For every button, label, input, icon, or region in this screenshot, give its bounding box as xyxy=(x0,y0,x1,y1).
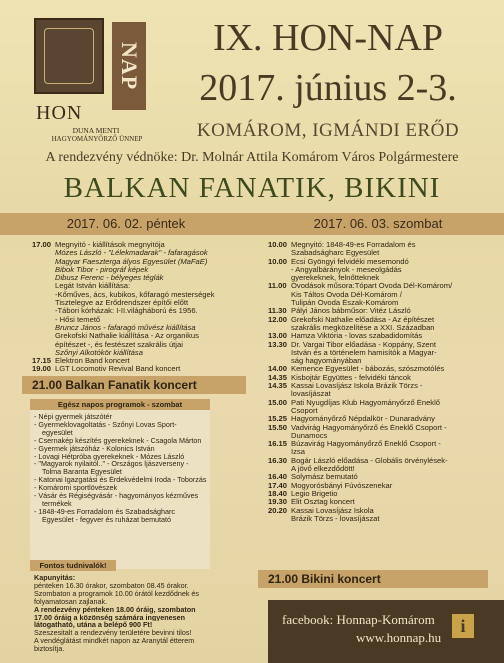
schedule-row xyxy=(268,357,488,365)
info-line: A rendezvény pénteken 18.00 óráig, szombaton xyxy=(34,605,196,614)
schedule-row xyxy=(268,507,488,515)
schedule-text: Csoport xyxy=(291,406,318,415)
schedule-row xyxy=(32,307,247,315)
schedule-text: Dunamocs xyxy=(291,431,328,440)
schedule-text: Óvodások műsora:Tópart Óvoda Dél-Komárom/ xyxy=(291,282,453,291)
schedule-row xyxy=(268,407,488,415)
day1-heading: 2017. 06. 02. péntek xyxy=(66,216,186,231)
allday-item: termékek xyxy=(42,499,72,508)
schedule-text: LGT Locomotiv Revival Band koncert xyxy=(55,365,181,374)
schedule-row xyxy=(32,282,247,290)
schedule-row xyxy=(268,324,488,332)
allday-item: - Komáromi sportlövészek xyxy=(34,484,118,493)
info-line: látogatható, utána a belépő 900 Ft! xyxy=(34,621,153,630)
schedule-text: építészet -, és festészet szakrális útjai xyxy=(55,340,183,349)
schedule-text: Hagyományőrző Népdalkör - Dunaradvány xyxy=(291,415,435,424)
website-link[interactable]: www.honnap.hu xyxy=(356,630,442,645)
schedule-row xyxy=(268,341,488,349)
schedule-row xyxy=(268,515,488,523)
hon-nap-logo xyxy=(32,14,172,142)
schedule-text: Szabadságharc Egyesület xyxy=(291,249,380,258)
allday-item: - Népi gyermek játszótér xyxy=(34,413,112,421)
schedule-text: Kassai Lovasíjász Iskola xyxy=(291,506,374,515)
schedule-row xyxy=(32,332,247,340)
concert-day1: 21.00 Balkan Fanatik koncert xyxy=(22,376,246,394)
info-line: Kapunyitás: xyxy=(34,574,76,582)
logo-emblem-icon xyxy=(34,18,104,94)
allday-heading: Egész napos programok - szombat xyxy=(30,399,210,410)
schedule-time: 10.00 xyxy=(268,257,288,266)
schedule-time: 14.00 xyxy=(268,365,288,374)
schedule-text: Pati Nyugdíjas Klub Hagyományőrző Éneklő xyxy=(291,398,441,407)
schedule-time: 13.00 xyxy=(268,332,288,341)
schedule-time: 16.40 xyxy=(268,473,288,482)
schedule-row xyxy=(268,490,488,498)
schedule-row xyxy=(268,299,488,307)
facebook-link[interactable]: facebook: Honnap-Komárom xyxy=(282,612,435,627)
schedule-text: Izsa xyxy=(291,448,305,457)
logo-hon-text: HON xyxy=(36,102,83,124)
schedule-row xyxy=(268,365,488,373)
schedule-row xyxy=(268,465,488,473)
schedule-time: 15.50 xyxy=(268,423,288,432)
schedule-text: Elit Osztag koncert xyxy=(291,498,355,507)
schedule-row xyxy=(32,241,247,249)
schedule-time: 10.00 xyxy=(268,241,288,249)
schedule-row xyxy=(268,291,488,299)
info-line: 17.00 óráig a közönség számára ingyenesen xyxy=(34,613,186,622)
info-icon: i xyxy=(452,614,474,638)
event-patron: A rendezvény védnöke: Dr. Molnár Attila Komárom Város Polgármestere xyxy=(45,150,459,165)
schedule-row xyxy=(32,357,247,365)
schedule-row xyxy=(268,457,488,465)
schedule-text: Solymász bemutató xyxy=(291,473,358,482)
schedule-time: 16.30 xyxy=(268,456,288,465)
schedule-row xyxy=(32,324,247,332)
allday-item: - Katonai Igazgatási és Érdekvédelmi Iroda - Toborzás xyxy=(34,476,207,485)
schedule-text: Mogyorósbányi Fúvószenekar xyxy=(291,481,393,490)
schedule-text: -Tábori kórházak: I-II.világháború és 1956. xyxy=(55,307,198,316)
schedule-day1 xyxy=(32,241,247,374)
schedule-text: Legát István kiállítása: xyxy=(55,282,131,291)
concert-day2: 21.00 Bikini koncert xyxy=(258,570,488,588)
schedule-text: Dr. Vargai Tibor előadása - Koppány, Szent xyxy=(291,340,436,349)
schedule-row xyxy=(32,365,247,373)
info-line: Szeszesitalt a rendezvény területére bevinni tilos! xyxy=(34,629,192,638)
schedule-time: 16.15 xyxy=(268,440,288,449)
schedule-row xyxy=(32,249,247,257)
schedule-row xyxy=(268,307,488,315)
schedule-time: 19.00 xyxy=(32,365,52,374)
schedule-time: 11.00 xyxy=(268,282,287,291)
schedule-row xyxy=(268,241,488,249)
info-line: folyamatosan zajlanak. xyxy=(34,597,108,606)
schedule-row xyxy=(268,249,488,257)
schedule-time: 14.35 xyxy=(268,373,288,382)
schedule-row xyxy=(268,258,488,266)
schedule-row xyxy=(268,448,488,456)
schedule-text: - Angyalbárányok - meseolgádás xyxy=(291,265,402,274)
info-heading: Fontos tudnivalók! xyxy=(30,560,116,571)
day2-heading: 2017. 06. 03. szombat xyxy=(313,216,443,231)
schedule-text: Brázik Törzs - lovasíjászat xyxy=(291,514,380,523)
schedule-row xyxy=(268,316,488,324)
info-line: pénteken 16.30 órakor, szombaton 08.45 órakor. xyxy=(34,581,189,590)
event-venue: KOMÁROM, IGMÁNDI ERŐD xyxy=(196,120,460,141)
schedule-time: 18.40 xyxy=(268,489,288,498)
schedule-row xyxy=(268,390,488,398)
schedule-row xyxy=(268,440,488,448)
schedule-text: Legio Brigetio xyxy=(291,489,338,498)
allday-item: - Gyermeklovagoltatás - Szőnyi Lovas Sport- xyxy=(34,420,177,429)
schedule-row xyxy=(32,258,247,266)
schedule-time: 17.40 xyxy=(268,481,288,490)
schedule-text: Kisbojtár Együttes - felvidéki táncok xyxy=(291,373,411,382)
allday-item: - Vásár és Régiségvásár - hagyományos kézműves xyxy=(34,492,199,500)
schedule-text: Búzavirág Hagyományőrző Éneklő Csoport - xyxy=(291,440,441,449)
schedule-time: 19.30 xyxy=(268,498,288,507)
schedule-text: A jövő elkezdődött! xyxy=(291,465,355,474)
allday-item: Egyesület - fegyver és ruházat bemutató xyxy=(42,515,172,524)
schedule-text: Bibok Tibor - pirográf képek xyxy=(55,265,149,274)
schedule-time: 14.35 xyxy=(268,382,288,391)
schedule-row xyxy=(268,432,488,440)
schedule-row xyxy=(268,374,488,382)
schedule-text: ság hagyományában xyxy=(291,357,362,366)
schedule-text: Kis Táltos Óvoda Dél-Komárom / xyxy=(291,290,402,299)
schedule-text: Ecsi Gyöngyi felvidéki mesemondó xyxy=(291,257,409,266)
schedule-text: Kassai Lovasíjász Iskola Brázik Törzs - xyxy=(291,382,423,391)
schedule-text: -Kőműves, ács, kubikos, kőfaragó mesterségek xyxy=(55,290,215,299)
schedule-text: szakrális megközelítése a XXI. Században xyxy=(291,323,435,332)
allday-item: - Gyermek játszóház - Kolonics István xyxy=(34,444,155,453)
schedule-text: Bruncz János - fafaragó művész kiállítása xyxy=(55,323,196,332)
event-dates: 2017. június 2-3. xyxy=(199,67,457,109)
schedule-row xyxy=(268,498,488,506)
logo-nap-text: NAP xyxy=(112,22,146,110)
schedule-text: Elektron Band koncert xyxy=(55,357,130,366)
info-line: Szombaton a programok 10.00 órától kezdődnek és xyxy=(34,589,200,598)
schedule-row xyxy=(32,299,247,307)
allday-item: - 1848-49-es Forradalom és Szabadságharc xyxy=(34,507,176,516)
logo-subtitle-2: HAGYOMÁNYŐRZŐ ÜNNEP xyxy=(51,135,143,143)
schedule-row xyxy=(268,382,488,390)
schedule-text: Tulipán Óvoda Észak-Komárom xyxy=(291,299,399,308)
schedule-time: 17.00 xyxy=(32,241,52,249)
schedule-text: Tisztelegve az Erődrendszer építői előtt xyxy=(55,299,189,308)
schedule-row xyxy=(268,274,488,282)
schedule-row xyxy=(32,316,247,324)
schedule-text: Megnyitó - kiállítások megnyitója xyxy=(55,241,165,249)
logo-subtitle-1: DUNA MENTI xyxy=(72,126,120,135)
schedule-time: 15.25 xyxy=(268,415,288,424)
schedule-row xyxy=(268,282,488,290)
schedule-row xyxy=(268,399,488,407)
event-title: IX. HON-NAP xyxy=(212,17,444,59)
schedule-text: Hamza Viktória - lovas szabadidomítás xyxy=(291,332,423,341)
schedule-text: Dibusz Ferenc - bélyeges téglák xyxy=(55,274,164,283)
headliners: BALKAN FANATIK, BIKINI xyxy=(63,172,441,204)
allday-item: - Csernakép készítés gyerekeknek - Csagola Márton xyxy=(34,436,202,445)
schedule-row xyxy=(268,332,488,340)
allday-item: egyesület xyxy=(42,428,73,437)
schedule-row xyxy=(32,341,247,349)
allday-item: - Lovagi Hétpróba gyerekeknek - Mózes László xyxy=(34,452,185,461)
schedule-time: 11.30 xyxy=(268,307,287,316)
allday-item: - "Magyarok nyilaitól.." - Országos Íjászverseny - xyxy=(34,460,189,469)
schedule-row xyxy=(268,415,488,423)
schedule-text: Grekofski Nathalie előadása - Az építészet xyxy=(291,315,435,324)
schedule-time: 13.30 xyxy=(268,340,288,349)
schedule-text: Mózes László - "Lélekmadarak" - fafaragások xyxy=(55,249,208,258)
schedule-text: lovasíjászat xyxy=(291,390,331,399)
schedule-text: Vadvirág Hagyományőrző és Éneklő Csoport - xyxy=(291,423,447,432)
schedule-text: Bogár László előadása - Globális örvénylések- xyxy=(291,456,448,465)
info-line: biztosítja. xyxy=(34,645,65,654)
schedule-text: Szőnyi Alkotókör kiállítása xyxy=(55,348,143,357)
schedule-time: 20.20 xyxy=(268,506,288,515)
schedule-row xyxy=(32,274,247,282)
schedule-row xyxy=(268,424,488,432)
schedule-row xyxy=(32,291,247,299)
schedule-text: - Hősi temető xyxy=(55,315,101,324)
schedule-text: Magyar Faeszterga ályos Egyesület (MaFaE) xyxy=(55,257,208,266)
info-line: A vendéglátást mindkét napon az Aranytál étterem xyxy=(34,637,195,646)
schedule-row xyxy=(268,473,488,481)
info-text xyxy=(34,574,250,653)
schedule-row xyxy=(32,349,247,357)
schedule-row xyxy=(268,349,488,357)
allday-list xyxy=(34,413,210,524)
schedule-row xyxy=(268,482,488,490)
schedule-time: 17.15 xyxy=(32,357,52,366)
schedule-row xyxy=(32,266,247,274)
schedule-text: Kemence Egyesület - bábozás, szószmotólés xyxy=(291,365,445,374)
schedule-text: Megnyitó: 1848-49-es Forradalom és xyxy=(291,241,416,249)
schedule-day2 xyxy=(268,241,488,523)
schedule-text: István és a történelem hamisítók a Magyar- xyxy=(291,348,437,357)
schedule-text: gyerekeknek, felnőtteknek xyxy=(291,274,380,283)
schedule-text: Grekofski Nathalie kiállítása - Az organikus xyxy=(55,332,199,341)
schedule-row xyxy=(268,266,488,274)
schedule-time: 12.00 xyxy=(268,315,288,324)
allday-item: Tolma Baranta Egyesület xyxy=(42,468,122,477)
schedule-time: 15.00 xyxy=(268,398,288,407)
schedule-text: Pályi János bábműsor: Vitéz László xyxy=(291,307,411,316)
